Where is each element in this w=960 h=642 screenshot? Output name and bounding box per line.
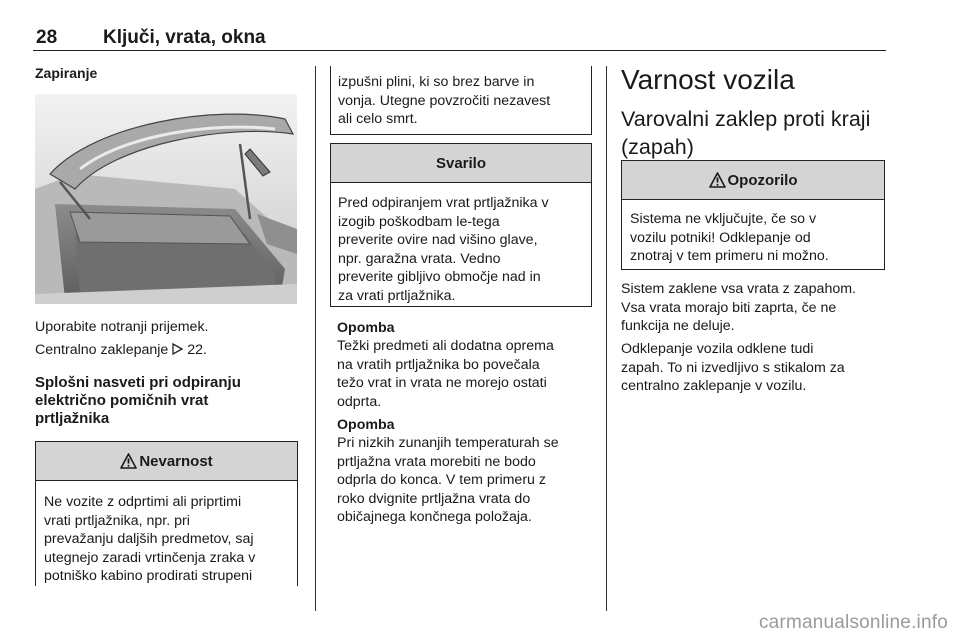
paragraph-line: Sistem zaklene vsa vrata z zapahom. xyxy=(621,281,856,297)
note-low-temperature xyxy=(337,417,559,527)
danger-box-header xyxy=(36,442,297,481)
caution-box xyxy=(621,160,885,270)
warning-line: preverite ovire nad višino glave, xyxy=(338,232,538,249)
danger-line: potniško kabino prodirati strupeni xyxy=(44,568,253,585)
danger-box-continued xyxy=(330,66,592,135)
danger-line: vrati prtljažnika, npr. pri xyxy=(44,512,190,529)
note-line: odprta. xyxy=(337,393,382,410)
paragraph-line: funkcija ne deluje. xyxy=(621,318,735,335)
heading-line: Varovalni zaklep proti kraji xyxy=(621,107,871,131)
warning-triangle-icon xyxy=(709,172,726,188)
central-locking-page-ref[interactable]: 22. xyxy=(187,342,207,358)
heading-line: Splošni nasveti pri odpiranju xyxy=(35,374,241,391)
caution-box-body xyxy=(622,200,884,266)
warning-box-body xyxy=(331,183,591,306)
warning-line: npr. garažna vrata. Vedno xyxy=(338,250,501,267)
warning-line: izogib poškodbam le-tega xyxy=(338,213,500,230)
chapter-heading: Varnost vozila xyxy=(621,64,795,95)
paragraph-line: Odklepanje vozila odklene tudi xyxy=(621,341,814,357)
central-locking-text: Centralno zaklepanje xyxy=(35,342,173,358)
note-line: roko dvignite prtljažna vrata do xyxy=(337,490,531,507)
caution-line: Sistema ne vključujte, če so v xyxy=(630,211,817,227)
warning-box-title: Svarilo xyxy=(435,154,487,172)
caution-line: znotraj v tem primeru ni možno. xyxy=(630,248,829,265)
warning-line: za vrati prtljažnika. xyxy=(338,287,456,304)
heading-line: prtljažnika xyxy=(35,410,110,427)
section-subheading: Zapiranje xyxy=(35,65,98,81)
caution-line: vozilu potniki! Odklepanje od xyxy=(630,229,811,246)
illustration-graphic xyxy=(35,94,297,304)
header-rule xyxy=(33,50,886,51)
danger-box-title: Nevarnost xyxy=(139,452,213,470)
warning-box xyxy=(330,143,592,307)
note-line: Težki predmeti ali dodatna oprema xyxy=(337,338,554,354)
danger-line: izpušni plini, ki so brez barve in xyxy=(338,74,535,90)
danger-line: prevažanju daljših predmetov, saj xyxy=(44,531,254,548)
note-line: na vratih prtljažnika bo povečala xyxy=(337,356,540,373)
note-heavy-items xyxy=(337,320,554,411)
note-line: običajnega končnega položaja. xyxy=(337,509,532,526)
column-divider-2 xyxy=(606,66,607,611)
warning-line: Pred odpiranjem vrat prtljažnika v xyxy=(338,195,549,211)
paragraph-central-locking xyxy=(35,341,207,360)
danger-box-body xyxy=(36,481,297,586)
tailgate-closing-illustration xyxy=(35,94,297,304)
caution-box-title: Opozorilo xyxy=(727,171,798,189)
danger-line: Ne vozite z odprtimi ali priprtimi xyxy=(44,494,242,510)
note-line: odprla do konca. V tem primeru z xyxy=(337,472,546,489)
caution-box-header xyxy=(622,161,884,200)
section-heading-anti-theft xyxy=(621,105,870,161)
note-label: Opomba xyxy=(337,417,395,433)
warning-box-header xyxy=(331,144,591,183)
heading-line: (zapah) xyxy=(621,135,694,159)
paragraph-line: Vsa vrata morajo biti zaprta, če ne xyxy=(621,299,837,316)
paragraph-line: centralno zaklepanje v vozilu. xyxy=(621,378,807,395)
page-number: 28 xyxy=(36,27,58,48)
page-title: Ključi, vrata, okna xyxy=(103,27,266,48)
danger-line: utegnejo zaradi vrtinčenja zraka v xyxy=(44,549,256,566)
paragraph-line: zapah. To ni izvedljivo s stikalom za xyxy=(621,359,845,376)
paragraph-deadlock-system xyxy=(621,280,856,336)
heading-line: električno pomičnih vrat xyxy=(35,392,209,409)
watermark-text: carmanualsonline.info xyxy=(758,612,948,633)
danger-line: ali celo smrt. xyxy=(338,111,418,128)
note-line: prtljažna vrata morebiti ne bodo xyxy=(337,453,536,470)
column-divider-1 xyxy=(315,66,316,611)
note-label: Opomba xyxy=(337,320,395,336)
warning-line: preverite gibljivo območje nad in xyxy=(338,269,541,286)
danger-line: vonja. Utegne povzročiti nezavest xyxy=(338,92,551,109)
note-line: Pri nizkih zunanjih temperaturah se xyxy=(337,435,559,451)
section-heading-tailgate-tips xyxy=(35,374,241,428)
danger-box-continued-body xyxy=(331,66,591,129)
danger-box xyxy=(35,441,298,586)
reference-arrow-icon xyxy=(172,343,183,355)
warning-triangle-icon xyxy=(120,453,137,469)
note-line: težo vrat in vrata ne morejo ostati xyxy=(337,375,547,392)
paragraph-inner-handle: Uporabite notranji prijemek. xyxy=(35,319,209,335)
paragraph-unlocking xyxy=(621,340,845,396)
